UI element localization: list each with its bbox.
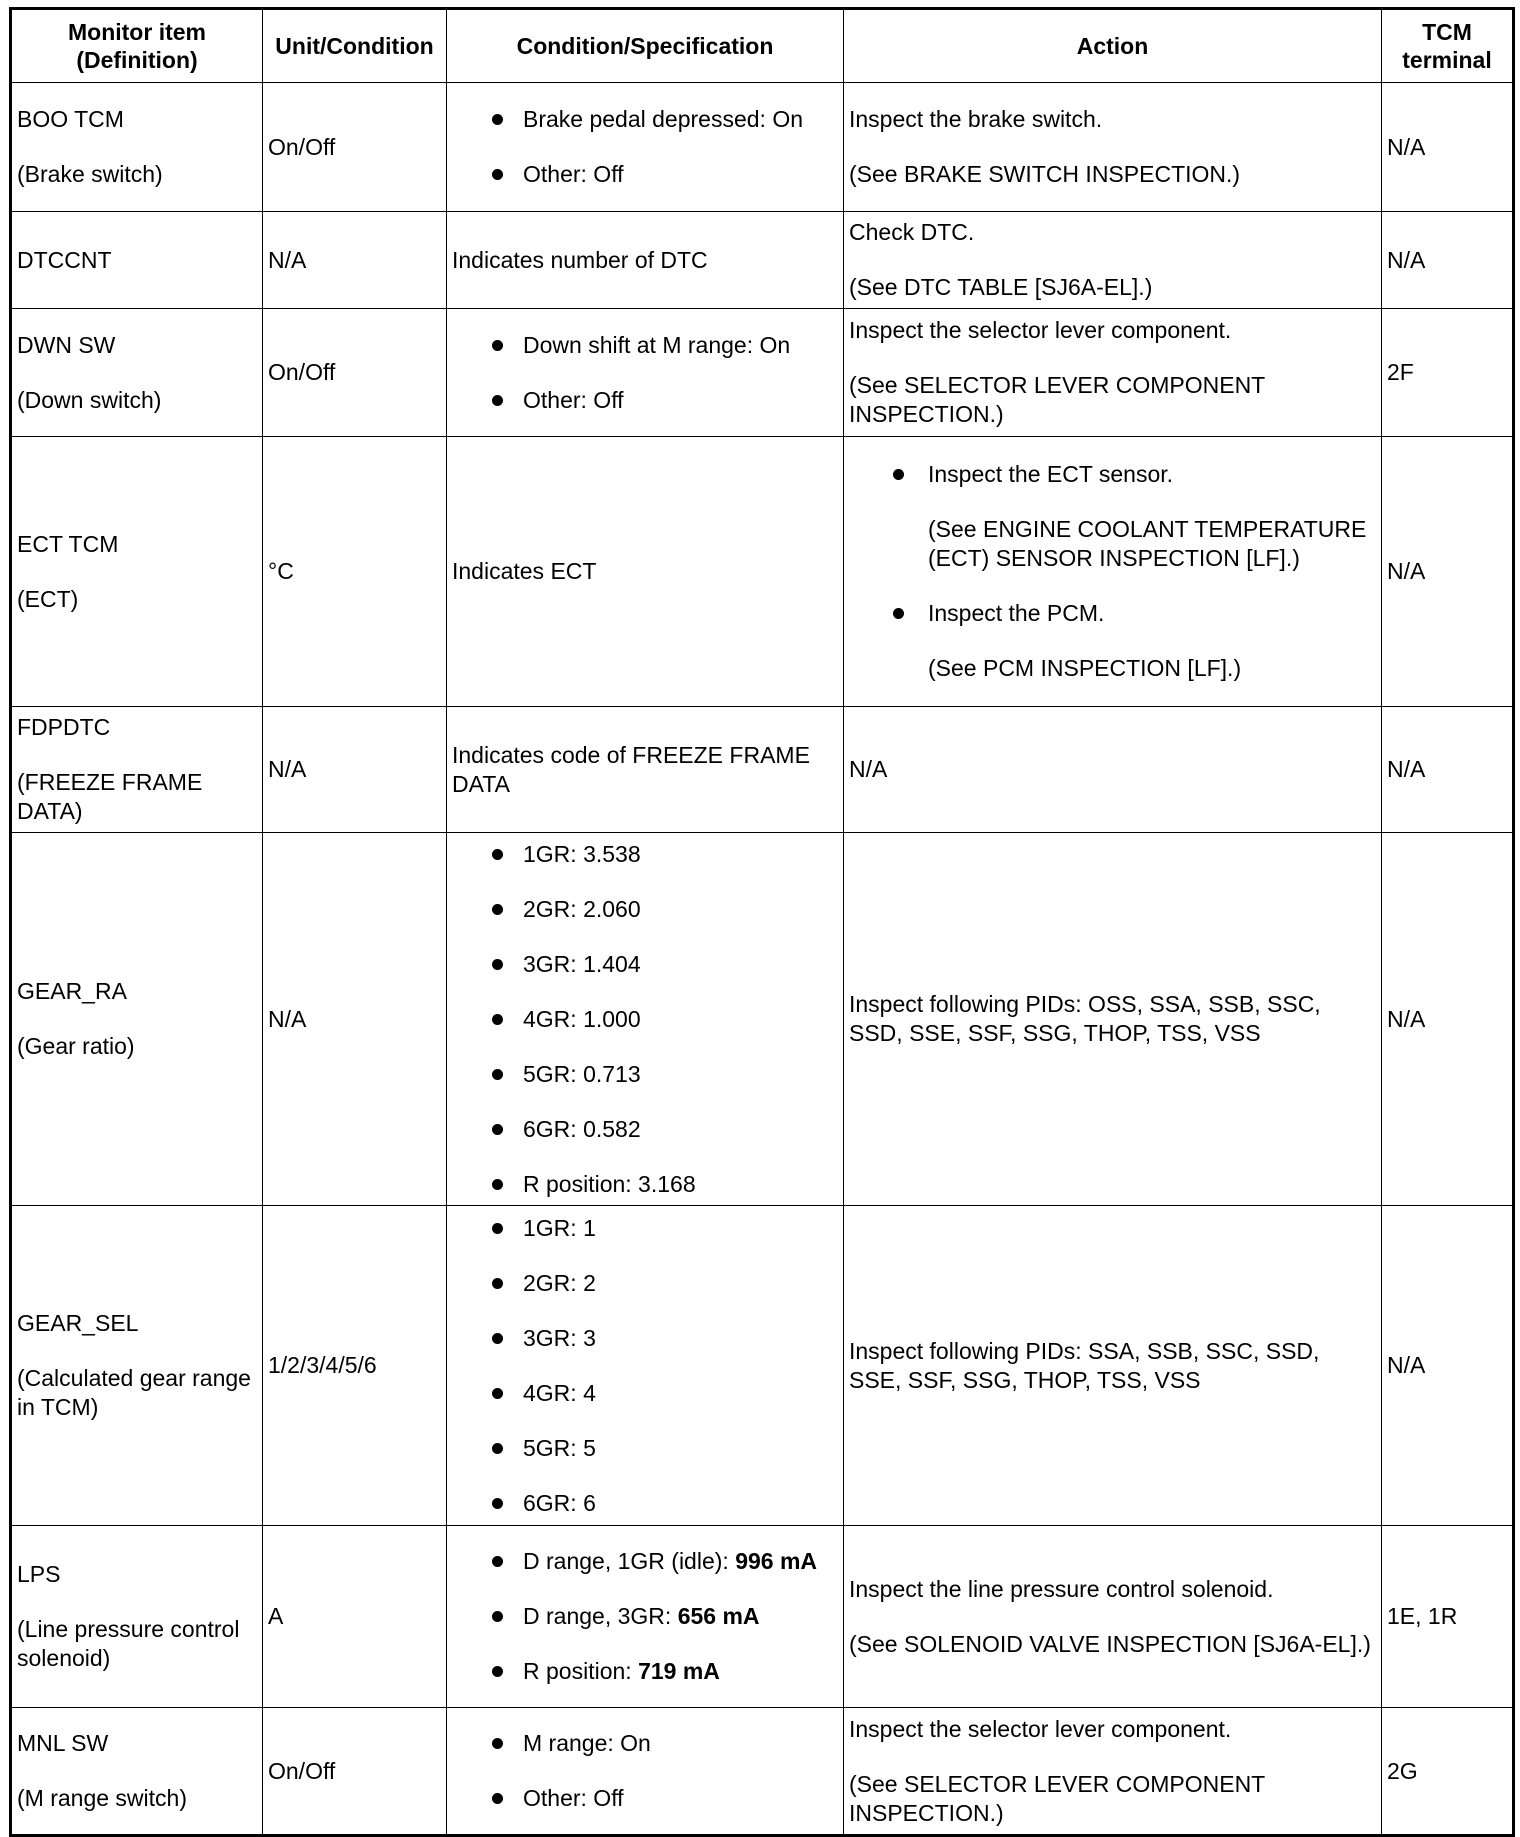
- terminal-cell: N/A: [1382, 833, 1514, 1206]
- condition-item: Other: Off: [490, 160, 838, 189]
- monitor-item-name: BOO TCM: [17, 106, 124, 132]
- action-text: Inspect the PCM.: [928, 600, 1105, 626]
- action-cell: [844, 309, 1382, 437]
- monitor-item-cell: [11, 1708, 263, 1836]
- condition-value: 719 mA: [638, 1658, 720, 1684]
- condition-cell: [447, 83, 844, 212]
- action-cell: [844, 212, 1382, 309]
- condition-cell: [447, 833, 844, 1206]
- table-row: [11, 833, 1514, 1206]
- monitor-item-cell: [11, 1206, 263, 1526]
- action-cell: Inspect following PIDs: SSA, SSB, SSC, SSD, SSE, SSF, SSG, THOP, TSS, VSS: [844, 1206, 1382, 1526]
- terminal-cell: 2F: [1382, 309, 1514, 437]
- condition-item: 3GR: 3: [490, 1324, 838, 1353]
- condition-item: M range: On: [490, 1729, 838, 1758]
- condition-cell: [447, 1206, 844, 1526]
- condition-item: 4GR: 1.000: [490, 1005, 838, 1034]
- action-text: Inspect the ECT sensor.: [928, 461, 1174, 487]
- table-row: [11, 212, 1514, 309]
- condition-cell: Indicates ECT: [447, 437, 844, 707]
- condition-item: R position: 3.168: [490, 1170, 838, 1199]
- condition-label: R position:: [523, 1658, 639, 1684]
- unit-cell: A: [263, 1526, 447, 1708]
- unit-cell: N/A: [263, 833, 447, 1206]
- monitor-item-table: [9, 7, 1515, 1837]
- action-text: Inspect the selector lever component.: [849, 1715, 1232, 1742]
- table-row: [11, 1708, 1514, 1836]
- monitor-item-name: ECT TCM: [17, 530, 119, 557]
- monitor-item-cell: [11, 212, 263, 309]
- condition-item: [490, 1547, 838, 1576]
- monitor-item-cell: [11, 707, 263, 833]
- condition-label: D range, 1GR (idle):: [523, 1548, 736, 1574]
- action-reference: (See SELECTOR LEVER COMPONENT INSPECTION.): [849, 372, 1265, 427]
- monitor-item-cell: [11, 437, 263, 707]
- condition-item: 5GR: 5: [490, 1434, 838, 1463]
- action-cell: N/A: [844, 707, 1382, 833]
- terminal-cell: N/A: [1382, 212, 1514, 309]
- monitor-item-definition: (Gear ratio): [17, 1033, 135, 1059]
- condition-cell: [447, 1526, 844, 1708]
- monitor-item-name: DWN SW: [17, 331, 116, 358]
- action-item: [891, 460, 1376, 573]
- action-cell: [844, 1708, 1382, 1836]
- terminal-cell: 1E, 1R: [1382, 1526, 1514, 1708]
- unit-cell: 1/2/3/4/5/6: [263, 1206, 447, 1526]
- table-row: [11, 437, 1514, 707]
- monitor-item-definition: (M range switch): [17, 1785, 187, 1811]
- action-reference: (See DTC TABLE [SJ6A-EL].): [849, 274, 1153, 300]
- unit-cell: °C: [263, 437, 447, 707]
- header-monitor-item: Monitor item (Definition): [11, 9, 263, 83]
- header-unit-condition: Unit/Condition: [263, 9, 447, 83]
- terminal-cell: N/A: [1382, 83, 1514, 212]
- monitor-item-definition: (Calculated gear range in TCM): [17, 1365, 251, 1420]
- unit-cell: On/Off: [263, 309, 447, 437]
- table-header-row: [11, 9, 1514, 83]
- monitor-item-cell: [11, 309, 263, 437]
- table-row: [11, 707, 1514, 833]
- monitor-item-cell: [11, 83, 263, 212]
- header-condition-specification: Condition/Specification: [447, 9, 844, 83]
- condition-value: 656 mA: [677, 1603, 760, 1629]
- table-row: [11, 309, 1514, 437]
- condition-item: [490, 1657, 838, 1686]
- monitor-item-definition: (Down switch): [17, 386, 162, 413]
- table-row: [11, 1206, 1514, 1526]
- unit-cell: N/A: [263, 707, 447, 833]
- monitor-item-name: GEAR_RA: [17, 978, 127, 1004]
- action-cell: Inspect following PIDs: OSS, SSA, SSB, SSC, SSD, SSE, SSF, SSG, THOP, TSS, VSS: [844, 833, 1382, 1206]
- monitor-item-definition: (Line pressure control solenoid): [17, 1616, 240, 1671]
- action-reference: (See BRAKE SWITCH INSPECTION.): [849, 161, 1241, 187]
- action-reference: (See SELECTOR LEVER COMPONENT INSPECTION.): [849, 1770, 1265, 1826]
- action-text: Inspect the selector lever component.: [849, 317, 1232, 343]
- monitor-item-definition: (ECT): [17, 585, 79, 612]
- monitor-item-name: GEAR_SEL: [17, 1310, 139, 1336]
- action-cell: [844, 83, 1382, 212]
- condition-item: 1GR: 1: [490, 1214, 838, 1243]
- action-reference: (See ENGINE COOLANT TEMPERATURE (ECT) SENSOR INSPECTION [LF].): [928, 516, 1367, 571]
- condition-item: 1GR: 3.538: [490, 840, 838, 869]
- condition-cell: [447, 309, 844, 437]
- header-action: Action: [844, 9, 1382, 83]
- terminal-cell: N/A: [1382, 1206, 1514, 1526]
- condition-cell: Indicates number of DTC: [447, 212, 844, 309]
- monitor-item-name: DTCCNT: [17, 246, 112, 273]
- action-reference: (See PCM INSPECTION [LF].): [928, 655, 1242, 681]
- monitor-item-definition: (Brake switch): [17, 161, 163, 187]
- condition-item: 2GR: 2: [490, 1269, 838, 1298]
- condition-item: Other: Off: [490, 386, 838, 415]
- table-row: [11, 83, 1514, 212]
- condition-item: [490, 1602, 838, 1631]
- monitor-item-name: LPS: [17, 1561, 61, 1587]
- monitor-item-cell: [11, 1526, 263, 1708]
- unit-cell: On/Off: [263, 1708, 447, 1836]
- terminal-cell: N/A: [1382, 707, 1514, 833]
- monitor-item-name: MNL SW: [17, 1730, 109, 1756]
- table-row: [11, 1526, 1514, 1708]
- condition-item: Brake pedal depressed: On: [490, 105, 838, 134]
- condition-item: 3GR: 1.404: [490, 950, 838, 979]
- action-cell: [844, 437, 1382, 707]
- unit-cell: N/A: [263, 212, 447, 309]
- action-text: Inspect the brake switch.: [849, 106, 1103, 132]
- monitor-item-cell: [11, 833, 263, 1206]
- action-text: Inspect the line pressure control solenoid.: [849, 1575, 1274, 1602]
- condition-cell: Indicates code of FREEZE FRAME DATA: [447, 707, 844, 833]
- terminal-cell: 2G: [1382, 1708, 1514, 1836]
- condition-cell: [447, 1708, 844, 1836]
- condition-item: 5GR: 0.713: [490, 1060, 838, 1089]
- monitor-item-definition: (FREEZE FRAME DATA): [17, 769, 203, 824]
- condition-item: 6GR: 6: [490, 1489, 838, 1518]
- terminal-cell: N/A: [1382, 437, 1514, 707]
- condition-item: 2GR: 2.060: [490, 895, 838, 924]
- condition-value: 996 mA: [735, 1548, 818, 1574]
- condition-item: 6GR: 0.582: [490, 1115, 838, 1144]
- unit-cell: On/Off: [263, 83, 447, 212]
- action-cell: [844, 1526, 1382, 1708]
- monitor-item-name: FDPDTC: [17, 714, 111, 740]
- action-text: Check DTC.: [849, 219, 975, 245]
- condition-label: D range, 3GR:: [523, 1603, 678, 1629]
- condition-item: Down shift at M range: On: [490, 331, 838, 360]
- action-item: [891, 599, 1376, 683]
- action-reference: (See SOLENOID VALVE INSPECTION [SJ6A-EL].): [849, 1630, 1371, 1657]
- header-tcm-terminal: TCM terminal: [1382, 9, 1514, 83]
- condition-item: Other: Off: [490, 1784, 838, 1813]
- condition-item: 4GR: 4: [490, 1379, 838, 1408]
